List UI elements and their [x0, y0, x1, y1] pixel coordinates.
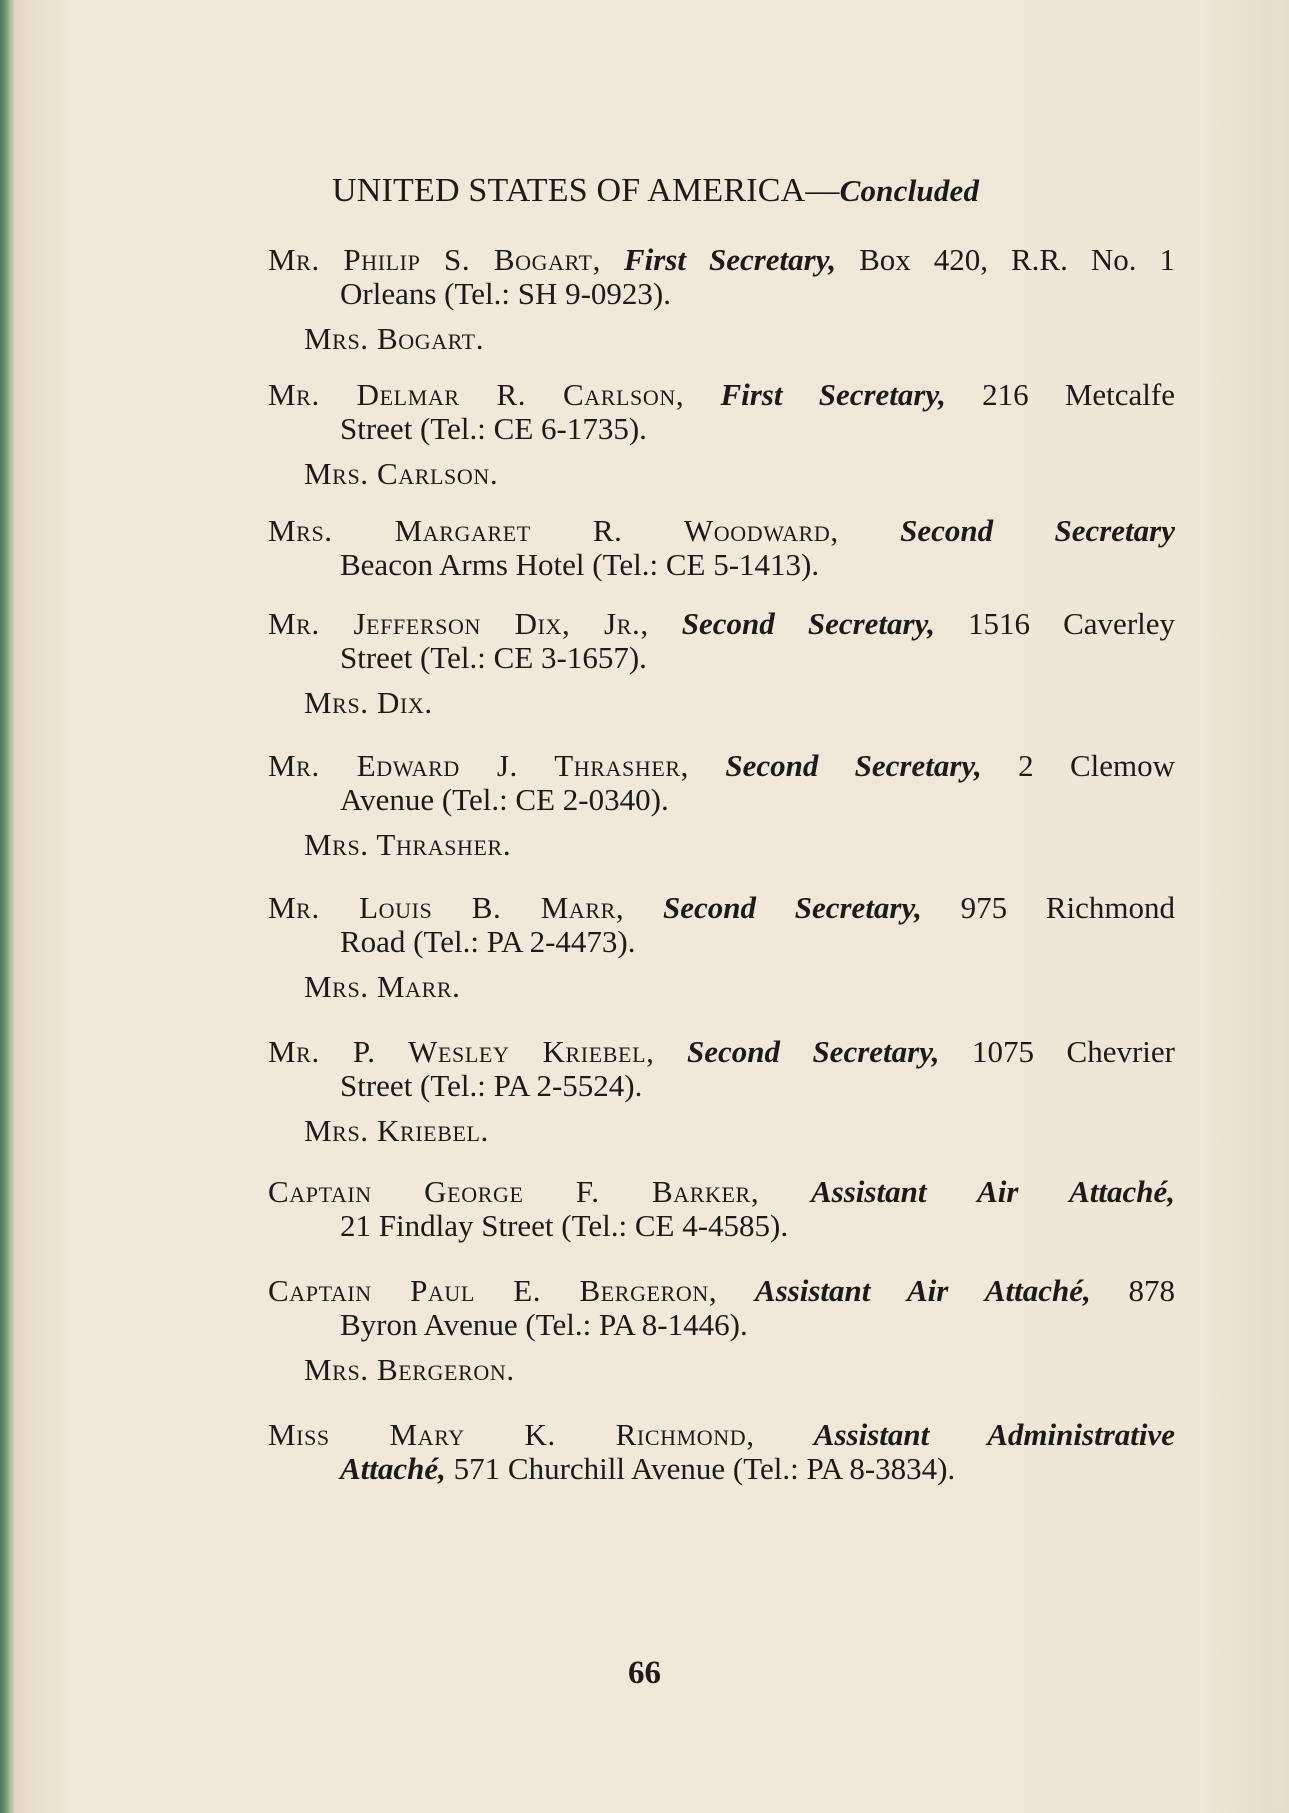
- entry-name: Mr. Louis B. Marr,: [268, 890, 625, 925]
- directory-entry: [268, 1035, 1175, 1148]
- entry-address: 1075 Chevrier: [972, 1034, 1175, 1069]
- entry-title: Assistant Air Attaché,: [754, 1273, 1091, 1308]
- entry-continuation: 21 Findlay Street (Tel.: CE 4-4585).: [340, 1208, 789, 1243]
- entry-title: First Secretary,: [623, 242, 837, 277]
- entry-title: Assistant Air Attaché,: [810, 1174, 1175, 1209]
- directory-entry: [268, 1175, 1175, 1243]
- entry-continuation: Orleans (Tel.: SH 9-0923).: [340, 276, 672, 311]
- entry-title: Second Secretary: [900, 513, 1175, 548]
- entry-title: Second Secretary,: [663, 890, 922, 925]
- entry-title: Assistant Administrative: [813, 1417, 1176, 1452]
- entry-name: Captain Paul E. Bergeron,: [268, 1273, 718, 1308]
- entry-spouse: Mrs. Dix.: [304, 685, 433, 720]
- entry-address: 878: [1128, 1273, 1175, 1308]
- entry-continuation: Byron Avenue (Tel.: PA 8-1446).: [340, 1307, 748, 1342]
- entry-name: Mr. P. Wesley Kriebel,: [268, 1034, 655, 1069]
- entry-continuation: Street (Tel.: PA 2-5524).: [340, 1068, 643, 1103]
- entry-spouse: Mrs. Bergeron.: [304, 1352, 515, 1387]
- heading-suffix: Concluded: [839, 173, 980, 208]
- entry-spouse: Mrs. Kriebel.: [304, 1113, 489, 1148]
- entry-address: 571 Churchill Avenue (Tel.: PA 8-3834).: [453, 1451, 956, 1486]
- entry-first-line: [268, 243, 1175, 277]
- entry-continuation: Street (Tel.: CE 3-1657).: [340, 640, 647, 675]
- page-heading: [332, 172, 1112, 210]
- entry-continuation: Street (Tel.: CE 6-1735).: [340, 411, 647, 446]
- entry-first-line: [268, 1274, 1175, 1308]
- entry-continuation: Road (Tel.: PA 2-4473).: [340, 924, 636, 959]
- entry-address: 216 Metcalfe: [982, 377, 1175, 412]
- entry-first-line: [268, 749, 1175, 783]
- entry-name: Mr. Edward J. Thrasher,: [268, 748, 689, 783]
- directory-entry: [268, 243, 1175, 356]
- directory-entry: [268, 1274, 1175, 1387]
- entry-name: Miss Mary K. Richmond,: [268, 1417, 755, 1452]
- entry-first-line: [268, 1418, 1175, 1452]
- entry-address: 2 Clemow: [1018, 748, 1175, 783]
- entry-first-line: [268, 891, 1175, 925]
- entry-spouse: Mrs. Carlson.: [304, 456, 499, 491]
- entry-first-line: [268, 378, 1175, 412]
- entry-first-line: [268, 1035, 1175, 1069]
- entry-address: 975 Richmond: [960, 890, 1176, 925]
- entry-name: Captain George F. Barker,: [268, 1174, 760, 1209]
- entry-first-line: [268, 514, 1175, 548]
- page-number: 66: [628, 1655, 661, 1691]
- entry-title: Second Secretary,: [725, 748, 982, 783]
- entry-address: Box 420, R.R. No. 1: [859, 242, 1175, 277]
- directory-entry: [268, 378, 1175, 491]
- directory-entry: [268, 607, 1175, 720]
- directory-entry: [268, 514, 1175, 582]
- entry-title-continuation: Attaché,: [340, 1451, 446, 1486]
- heading-main: UNITED STATES OF AMERICA—: [332, 172, 840, 209]
- entry-name: Mr. Jefferson Dix, Jr.,: [268, 606, 649, 641]
- entry-name: Mr. Philip S. Bogart,: [268, 242, 601, 277]
- entry-title: Second Secretary,: [681, 606, 935, 641]
- entry-continuation: Beacon Arms Hotel (Tel.: CE 5-1413).: [340, 547, 820, 582]
- entry-spouse: Mrs. Marr.: [304, 969, 461, 1004]
- entry-title: First Secretary,: [720, 377, 946, 412]
- directory-entry: [268, 891, 1175, 1004]
- entry-title: Second Secretary,: [686, 1034, 940, 1069]
- entry-address: 1516 Caverley: [968, 606, 1176, 641]
- entry-spouse: Mrs. Bogart.: [304, 321, 485, 356]
- entry-name: Mrs. Margaret R. Woodward,: [268, 513, 839, 548]
- entry-name: Mr. Delmar R. Carlson,: [268, 377, 685, 412]
- entry-first-line: [268, 607, 1175, 641]
- directory-entry: [268, 749, 1175, 862]
- entry-spouse: Mrs. Thrasher.: [304, 827, 512, 862]
- book-spine-edge: [0, 0, 14, 1813]
- entry-first-line: [268, 1175, 1175, 1209]
- entry-continuation: Avenue (Tel.: CE 2-0340).: [340, 782, 669, 817]
- entry-continuation: [268, 1452, 1175, 1486]
- directory-entry: [268, 1418, 1175, 1486]
